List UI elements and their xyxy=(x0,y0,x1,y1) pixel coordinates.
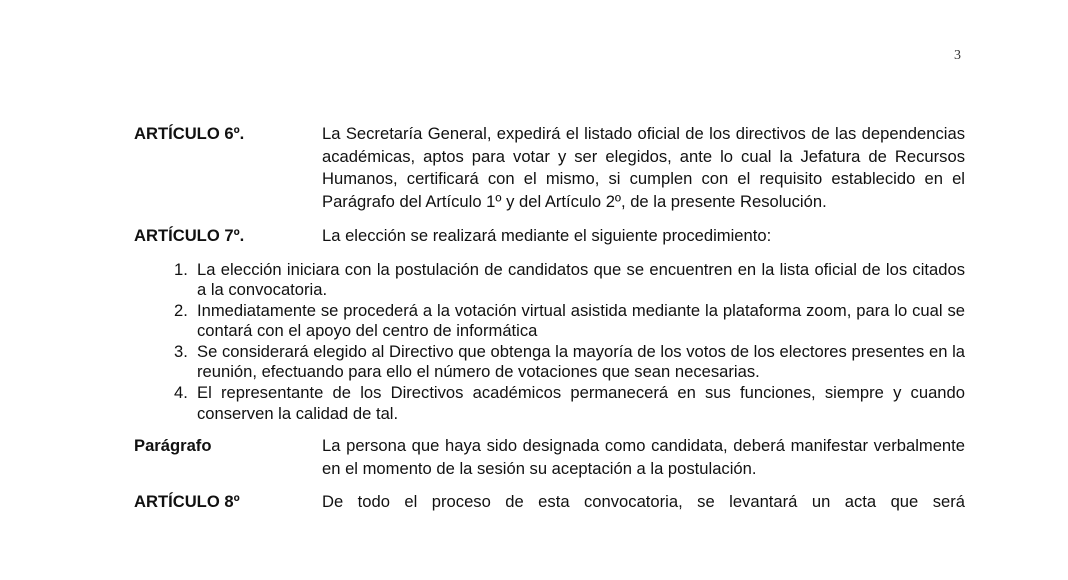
procedure-item-text: Inmediatamente se procederá a la votación virtual asistida mediante la plataforma zoom, para lo cual se contará con el apoyo del centro de informática xyxy=(197,300,965,341)
page-number: 3 xyxy=(954,48,961,63)
procedure-item-number: 2. xyxy=(174,300,188,320)
procedure-item-number: 1. xyxy=(174,259,188,279)
procedure-item-text: El representante de los Directivos académicos permanecerá en sus funciones, siempre y cuando conserven la calidad de tal. xyxy=(197,383,965,423)
article-6-text: La Secretaría General, expedirá el listado oficial de los directivos de las dependencias académicas, aptos para votar y ser elegidos, ante lo cual la Jefatura de Recursos Humanos, certificará con el mismo, si cumplen con el requisito establecido en el Parágrafo del Artículo 1º y del Artículo 2º, de la presente Resolución. xyxy=(322,124,965,211)
article-8-label: ARTÍCULO 8º xyxy=(134,492,240,512)
article-6 xyxy=(134,123,965,213)
article-7-label: ARTÍCULO 7º. xyxy=(134,226,245,245)
paragrafo xyxy=(134,435,965,480)
article-6-label: ARTÍCULO 6º. xyxy=(134,124,245,143)
procedure-item-number: 3. xyxy=(174,341,188,361)
procedure-item-text: Se considerará elegido al Directivo que obtenga la mayoría de los votos de los electores presentes en la reunión, efectuando para ello el número de votaciones que sean necesarias. xyxy=(197,341,965,382)
procedure-item-1 xyxy=(134,260,965,301)
article-8 xyxy=(134,491,965,514)
procedure-item-4 xyxy=(134,383,965,424)
article-8-text: De todo el proceso de esta convocatoria, se levantará un acta que será xyxy=(322,492,965,512)
document-body xyxy=(134,123,965,514)
procedure-item-number: 4. xyxy=(174,383,188,403)
procedure-list xyxy=(134,260,965,425)
paragrafo-label: Parágrafo xyxy=(134,436,212,456)
procedure-item-3 xyxy=(134,342,965,383)
procedure-item-text: La elección iniciara con la postulación de candidatos que se encuentren en la lista oficial de los citados a la convocatoria. xyxy=(197,259,965,300)
article-7 xyxy=(134,225,965,248)
procedure-item-2 xyxy=(134,301,965,342)
article-7-text: La elección se realizará mediante el siguiente procedimiento: xyxy=(322,226,772,245)
paragrafo-text: La persona que haya sido designada como candidata, deberá manifestar verbalmente en el momento de la sesión su aceptación a la postulación. xyxy=(322,436,965,478)
